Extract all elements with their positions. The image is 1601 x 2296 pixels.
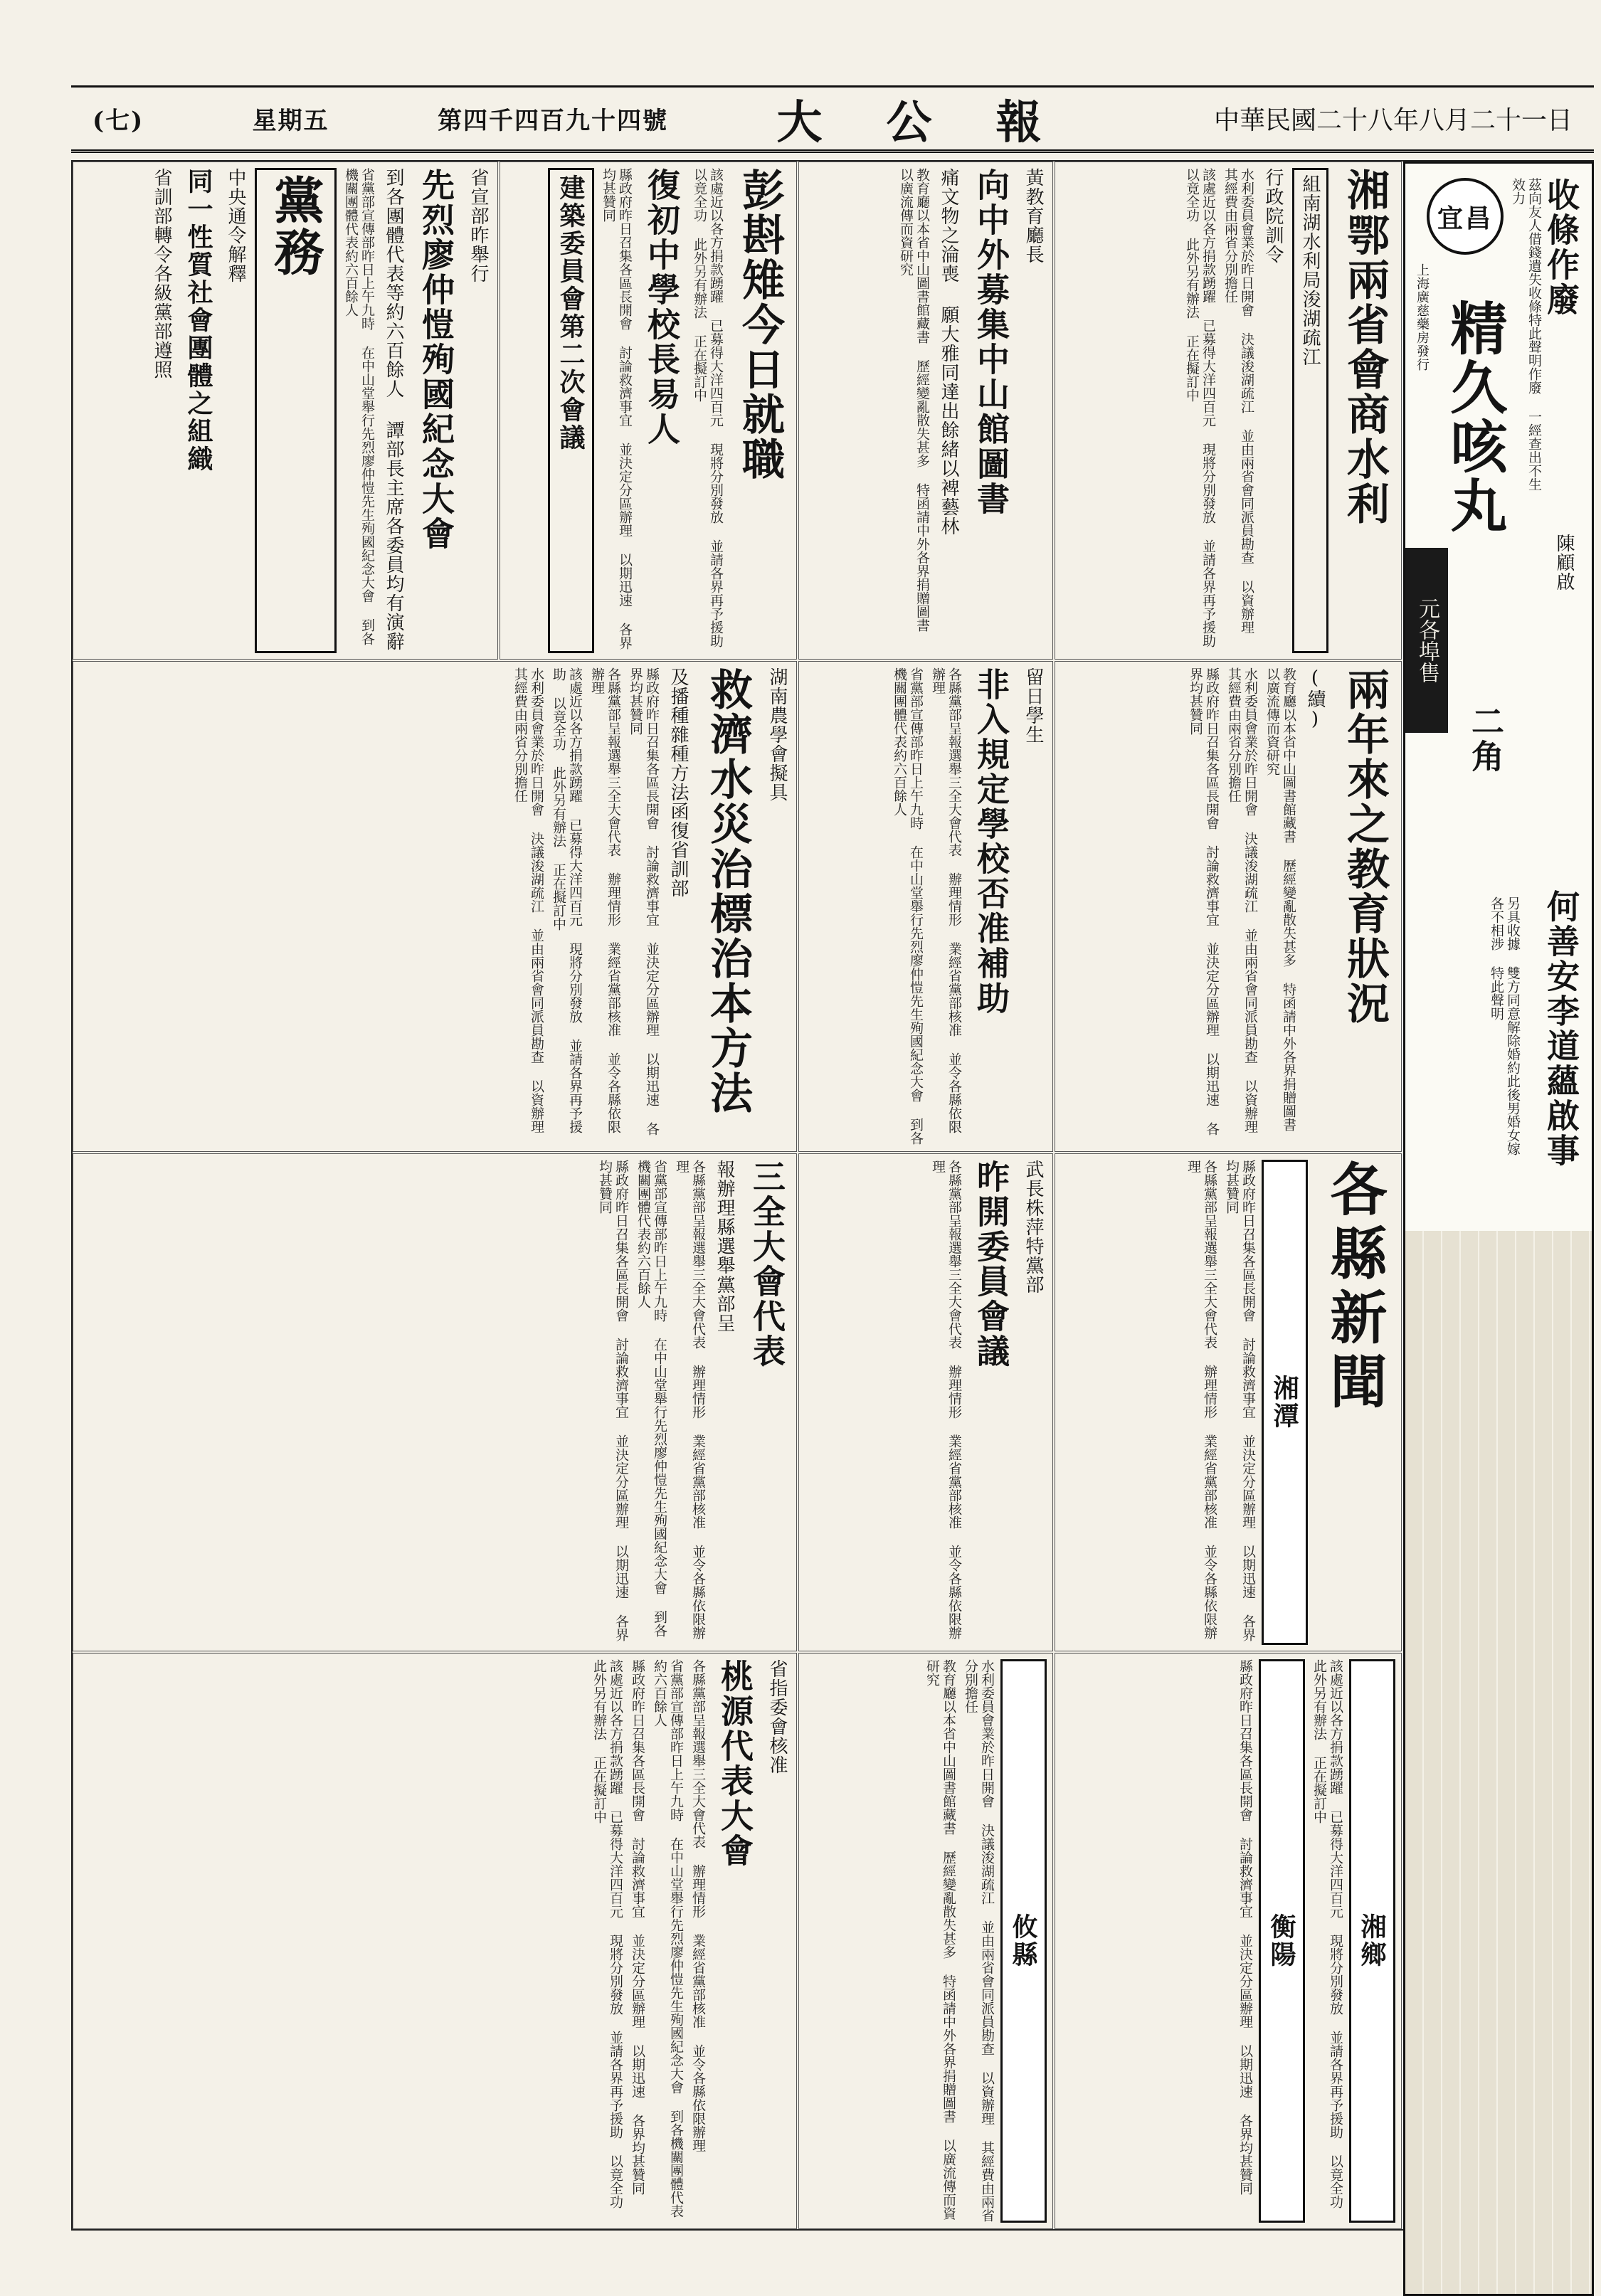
wugang-headline: 昨開委員會議 xyxy=(972,1160,1010,1369)
classified-ads-texture xyxy=(1405,1231,1594,2296)
xiangxiang-body: 該處近以各方捐款踴躍 已募得大洋四百元 現將分別發放 並請各界再予援助 以竟全功 此外另有辦法 正在擬訂中 xyxy=(1311,1659,1343,2208)
org-headline: 同一性質社會團體之組織 xyxy=(184,168,213,473)
taoyuan-body-3: 縣政府昨日召集各區長開會 討論救濟事宜 並決定分區辦理 以期迅速 各界均甚贊同 xyxy=(630,1659,645,2195)
build-headline: 建築委員會第二次會議 xyxy=(548,168,594,653)
article-xiangxiang-hengyang xyxy=(1055,1653,1402,2229)
education-body-2: 水利委員會業於昨日開會 決議浚湖疏江 並由兩省會同派員勘查 以資辦理 其經費由兩省分別擔任 xyxy=(1226,667,1258,1133)
xiangtan-body: 縣政府昨日召集各區長開會 討論救濟事宜 並決定分區辦理 以期迅速 各界均甚贊同 xyxy=(1224,1160,1256,1641)
youxian-body: 水利委員會業於昨日開會 決議浚湖疏江 並由兩省會同派員勘查 以資辦理 其經費由兩省分別擔任 xyxy=(963,1659,995,2222)
taoyuan-body-4: 該處近以各方捐款踴躍 已募得大洋四百元 現將分別發放 並請各界再予援助 以竟全功 此外另有辦法 正在擬訂中 xyxy=(591,1659,623,2208)
notice-title: 收條作廢 xyxy=(1542,178,1580,317)
library-subheadline: 黃教育廳長 xyxy=(1023,168,1044,264)
flood-subheadline-2: 及播種雜種方法函復省訓部 xyxy=(667,667,689,898)
article-youxian xyxy=(798,1653,1053,2229)
flood-headline: 救濟水災治標治本方法 xyxy=(703,667,753,1116)
notice2-title: 何善安李道蘊啟事 xyxy=(1542,889,1580,1168)
masthead xyxy=(71,85,1594,153)
xiangtan-body-2: 各縣黨部呈報選舉三全大會代表 辦理情形 業經省黨部核准 並令各縣依限辦理 xyxy=(1185,1160,1217,1639)
article-exempt-students xyxy=(798,661,1053,1152)
taoyuan-body-2: 省黨部宣傳部昨日上午九時 在中山堂舉行先烈廖仲愷先生殉國紀念大會 到各機關團體代表約六百餘人 xyxy=(652,1659,684,2218)
taoyuan-subheadline: 省指委會核准 xyxy=(766,1659,788,1774)
brand-seal-logo xyxy=(1427,178,1504,255)
irrigation-body-2: 該處近以各方捐款踴躍 已募得大洋四百元 現將分別發放 並請各界再予援助 以竟全功 此外另有辦法 正在擬訂中 xyxy=(1184,168,1216,647)
liao-body: 省黨部宣傳部昨日上午九時 在中山堂舉行先烈廖仲愷先生殉國紀念大會 到各機關團體代表約六百餘人 xyxy=(343,168,375,645)
flood-body-2: 各縣黨部呈報選舉三全大會代表 辦理情形 業經省黨部核准 並令各縣依限辦理 xyxy=(589,667,621,1133)
publication-date: 中華民國二十八年八月二十一日 xyxy=(1213,106,1573,135)
flood-body-4: 水利委員會業於昨日開會 決議浚湖疏江 並由兩省會同派員勘查 以資辦理 其經費由兩省分別擔任 xyxy=(512,667,544,1133)
weekday: 星期五 xyxy=(252,107,329,135)
youxian-label: 攸縣 xyxy=(1000,1659,1047,2223)
school-body: 縣政府昨日召集各區長開會 討論救濟事宜 並決定分區辦理 以期迅速 各界均甚贊同 xyxy=(601,168,633,650)
donor-line: 陳顧啟 xyxy=(1553,534,1575,591)
irrigation-body: 水利委員會業於昨日開會 決議浚湖疏江 並由兩省會同派員勘查 以資辦理 其經費由兩省分別擔任 xyxy=(1222,168,1254,634)
liao-subheadline: 省宣部昨舉行 xyxy=(467,168,489,283)
article-peng-school xyxy=(500,162,797,660)
xiangxiang-label: 湘鄉 xyxy=(1349,1659,1395,2223)
library-note: 痛文物之淪喪 願大雅同達出餘緒以裨藝林 xyxy=(938,168,959,536)
article-library-books xyxy=(798,162,1053,660)
sanquan-subheadline: 報辦理縣選舉黨部呈 xyxy=(714,1160,735,1333)
article-education-status xyxy=(1055,661,1402,1152)
sanquan-body-3: 縣政府昨日召集各區長開會 討論救濟事宜 並決定分區辦理 以期迅速 各界均甚贊同 xyxy=(597,1160,629,1641)
article-wugang-party xyxy=(798,1153,1053,1651)
education-body-3: 縣政府昨日召集各區長開會 討論救濟事宜 並決定分區辦理 以期迅速 各界均甚贊同 xyxy=(1188,667,1220,1136)
wugang-body: 各縣黨部呈報選舉三全大會代表 辦理情形 業經省黨部核准 並令各縣依限辦理 xyxy=(930,1160,962,1639)
exempt-headline: 非入規定學校否准補助 xyxy=(972,667,1010,1016)
brand-seal-text: 宜昌 xyxy=(1437,203,1493,233)
library-headline: 向中外募集中山館圖書 xyxy=(972,168,1010,517)
education-body: 教育廳以本省中山圖書館藏書 歷經變亂散失甚多 特函請中外各界捐贈圖書 以廣流傳而資研究 xyxy=(1264,667,1296,1131)
exempt-body: 各縣黨部呈報選舉三全大會代表 辦理情形 業經省黨部核准 並令各縣依限辦理 xyxy=(930,667,962,1133)
xiangtan-label: 湘潭 xyxy=(1262,1160,1308,1645)
county-news-section xyxy=(1055,1153,1402,1651)
price-value: 二角 xyxy=(1467,704,1505,774)
liao-headline: 先烈廖仲愷殉國紀念大會 xyxy=(417,168,455,551)
library-body: 教育廳以本省中山圖書館藏書 歷經變亂散失甚多 特函請中外各界捐贈圖書 以廣流傳而資研究 xyxy=(898,168,930,632)
education-headline: 兩年來之教育狀況 xyxy=(1340,667,1390,1026)
notice-body: 茲向友人借錢遺失收條特此聲明作廢 一經查出不生效力 xyxy=(1510,178,1542,491)
sanquan-body: 各縣黨部呈報選舉三全大會代表 辦理情形 業經省黨部核准 並令各縣依限辦理 xyxy=(674,1160,706,1639)
brand-name: 精久咳丸 xyxy=(1441,299,1508,535)
education-sub: (續) xyxy=(1304,667,1326,731)
flood-subheadline: 湖南農學會擬具 xyxy=(766,667,788,802)
wugang-subheadline: 武長株萍特黨部 xyxy=(1023,1160,1044,1294)
taoyuan-body: 各縣黨部呈報選舉三全大會代表 辦理情形 業經省黨部核准 並令各縣依限辦理 xyxy=(690,1659,706,2152)
exempt-body-2: 省黨部宣傳部昨日上午九時 在中山堂舉行先烈廖仲愷先生殉國紀念大會 到各機關團體代表約六百餘人 xyxy=(892,667,924,1145)
article-party-affairs xyxy=(73,162,498,660)
hengyang-label: 衡陽 xyxy=(1259,1659,1305,2223)
peng-body: 該處近以各方捐款踴躍 已募得大洋四百元 現將分別發放 並請各界再予援助 以竟全功 此外另有辦法 正在擬訂中 xyxy=(692,168,724,647)
flood-body: 縣政府昨日召集各區長開會 討論救濟事宜 並決定分區辦理 以期迅速 各界均甚贊同 xyxy=(628,667,660,1136)
org-subheadline: 省訓部轉令各級黨部遵照 xyxy=(151,168,172,379)
article-taoyuan xyxy=(73,1653,797,2229)
notice2-body: 另具收據 雙方同意解除婚約此後男婚女嫁各不相涉 特此聲明 xyxy=(1489,896,1521,1155)
newspaper-page xyxy=(71,160,1594,2231)
advertisement-column xyxy=(1403,162,1594,2296)
taoyuan-headline: 桃源代表大會 xyxy=(716,1659,754,1868)
org-tag: 中央通令解釋 xyxy=(225,168,246,283)
flood-body-3: 該處近以各方捐款踴躍 已募得大洋四百元 現將分別發放 並請各界再予援助 以竟全功 此外另有辦法 正在擬訂中 xyxy=(551,667,583,1133)
exempt-subheadline: 留日學生 xyxy=(1023,667,1044,744)
brand-tagline: 上海廣慈藥房發行 xyxy=(1415,263,1430,371)
sanquan-body-2: 省黨部宣傳部昨日上午九時 在中山堂舉行先烈廖仲愷先生殉國紀念大會 到各機關團體代表約六百餘人 xyxy=(635,1160,667,1637)
hengyang-body: 縣政府昨日召集各區長開會 討論救濟事宜 並決定分區辦理 以期迅速 各界均甚贊同 xyxy=(1237,1659,1253,2195)
article-flood-relief xyxy=(73,661,797,1152)
newspaper-title: 大公報 xyxy=(776,95,1106,149)
irrigation-subheadline: 組南湖水利局浚湖疏江 xyxy=(1292,168,1328,653)
article-sanquan xyxy=(73,1153,797,1651)
peng-headline: 彭斟雉今日就職 xyxy=(735,168,785,482)
irrigation-tag: 行政院訓令 xyxy=(1262,168,1284,264)
youxian-body-2: 教育廳以本省中山圖書館藏書 歷經變亂散失甚多 特函請中外各界捐贈圖書 以廣流傳而資研究 xyxy=(924,1659,956,2220)
irrigation-headline: 湘鄂兩省會商水利 xyxy=(1340,168,1390,527)
party-affairs-section-title: 黨務 xyxy=(255,168,337,653)
price-label: 元各埠售 xyxy=(1405,548,1448,733)
county-news-header: 各縣新聞 xyxy=(1321,1160,1388,1416)
sanquan-headline: 三全大會代表 xyxy=(748,1160,786,1369)
page-number: (七) xyxy=(93,107,144,135)
article-hunan-irrigation xyxy=(1055,162,1402,660)
liao-subheadline-2: 到各團體代表等約六百餘人 譚部長主席各委員均有演辭 xyxy=(383,168,404,651)
issue-number: 第四千四百九十四號 xyxy=(438,107,669,135)
school-headline: 復初中學校長易人 xyxy=(643,168,681,447)
